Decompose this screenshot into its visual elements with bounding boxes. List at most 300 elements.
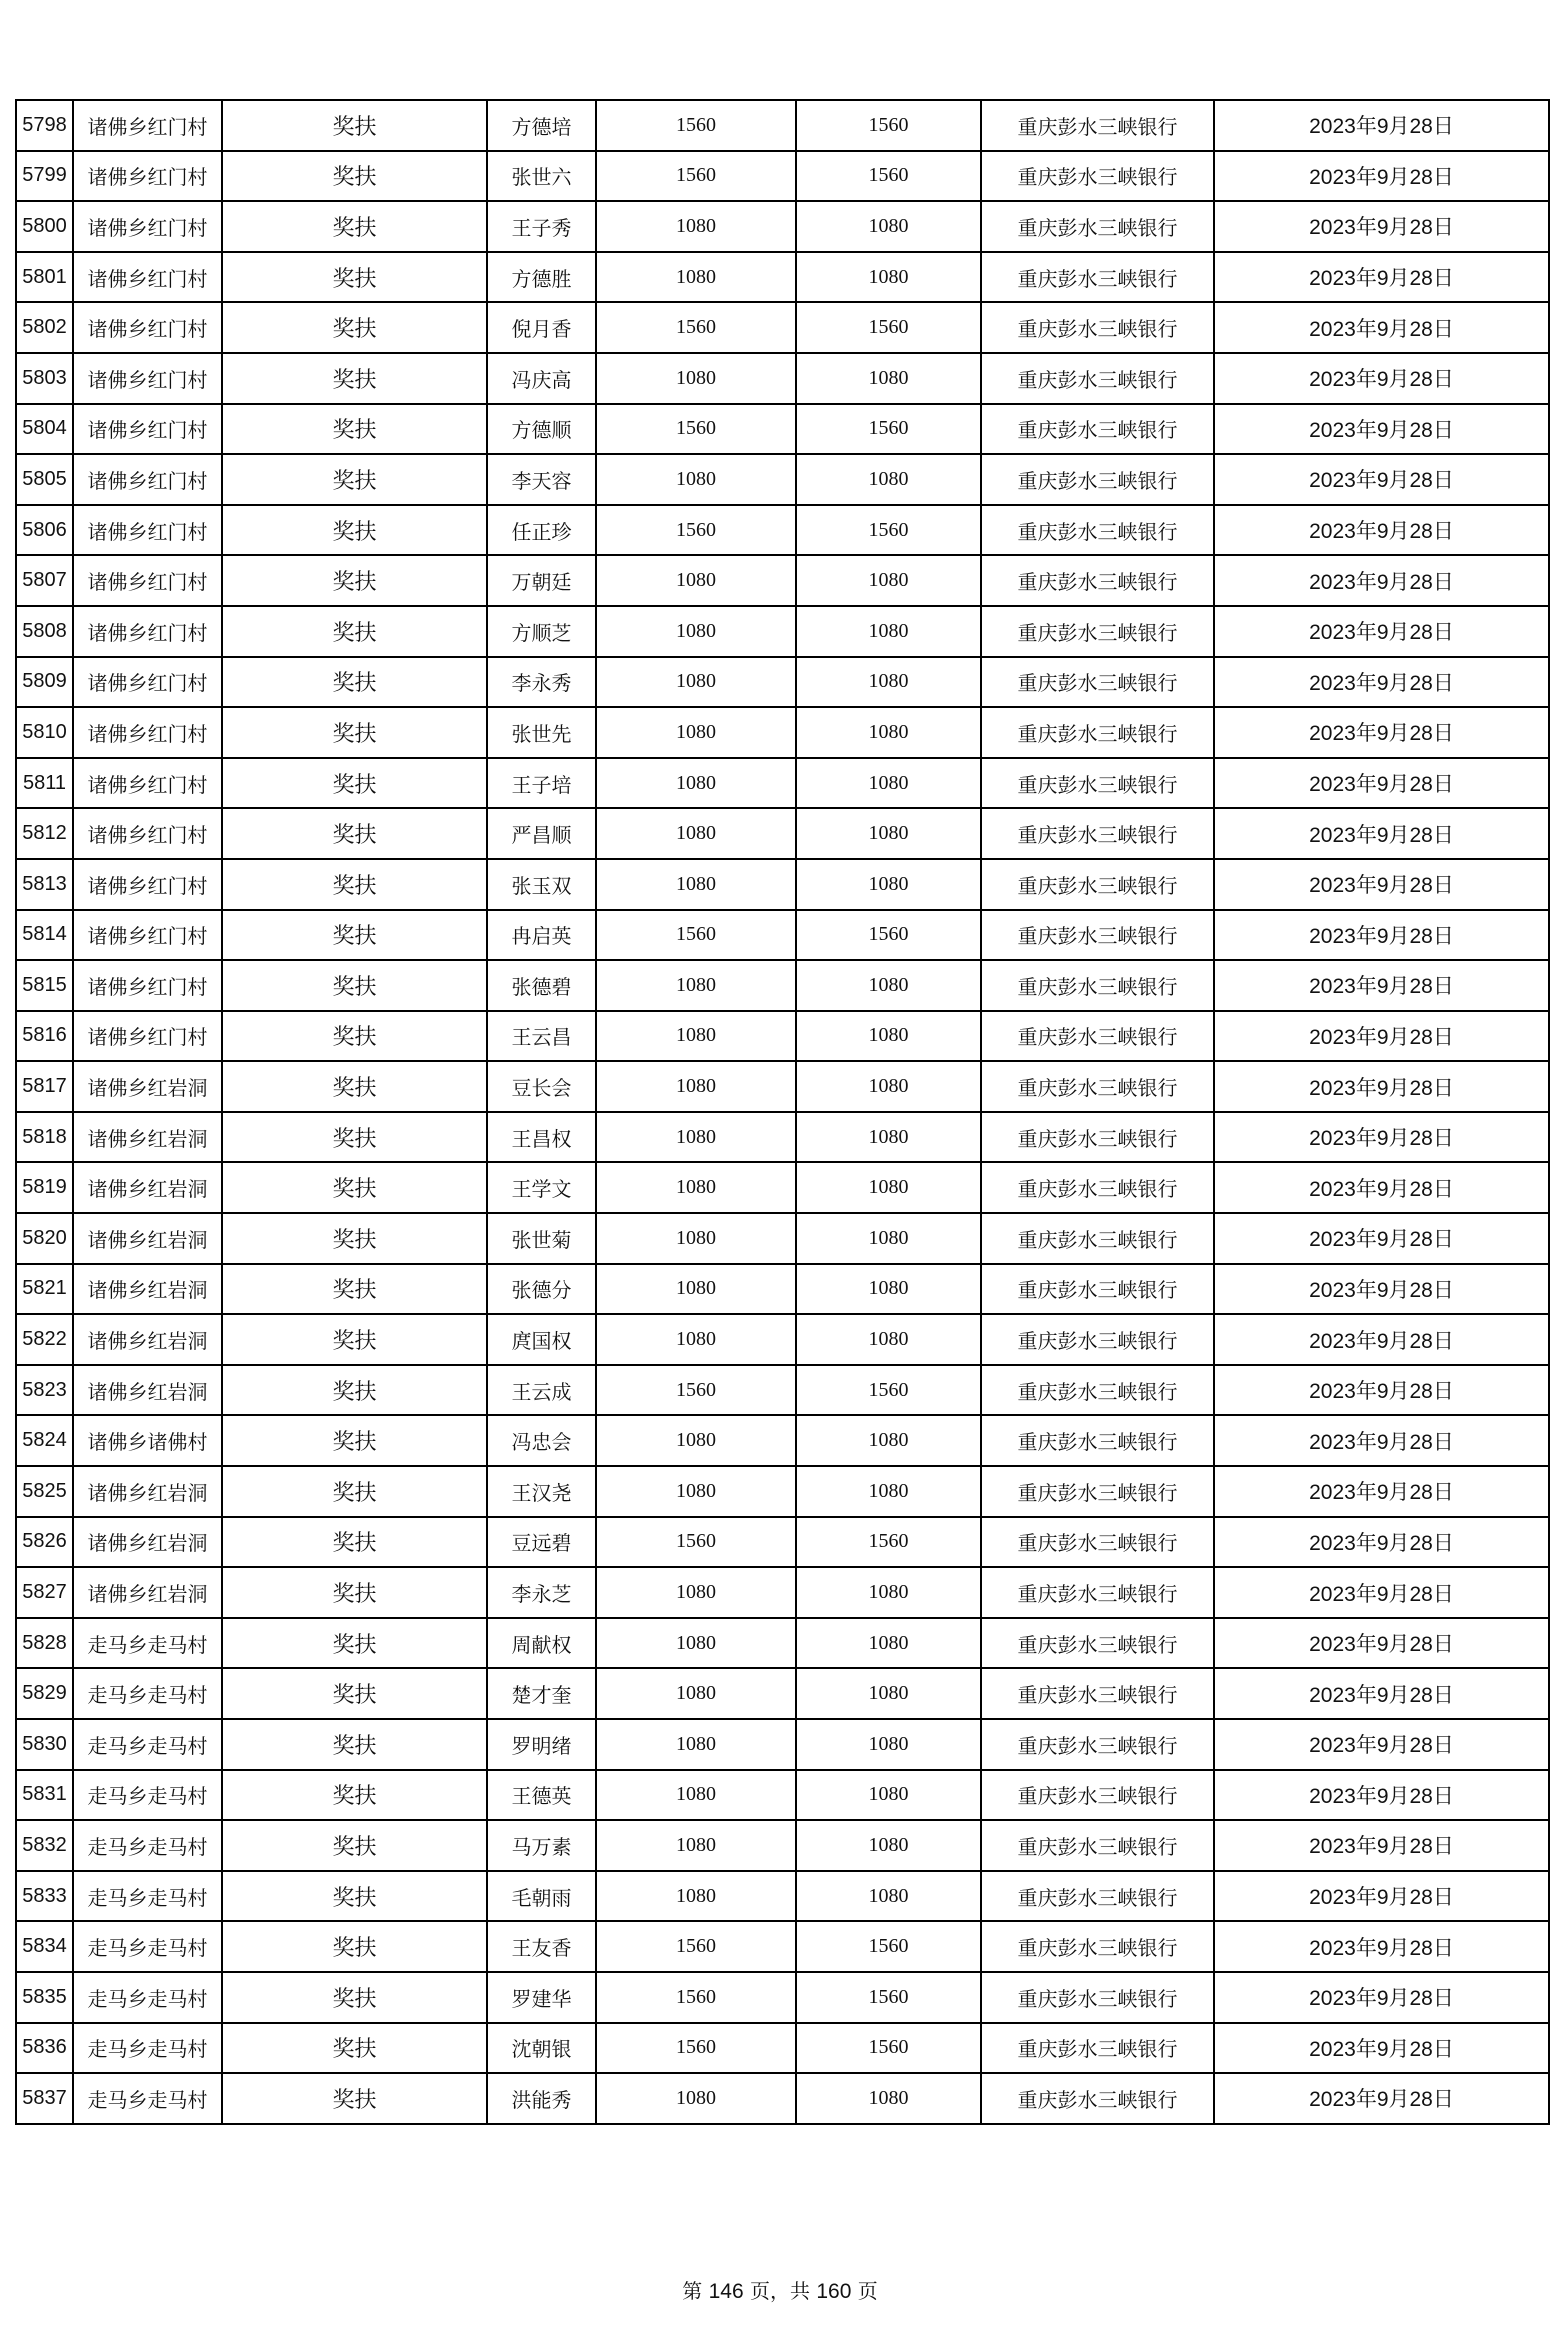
amount-paid-cell: 1560 bbox=[796, 151, 981, 202]
row-number: 5807 bbox=[16, 555, 73, 606]
row-number: 5806 bbox=[16, 505, 73, 556]
bank-cell: 重庆彭水三峡银行 bbox=[981, 1365, 1214, 1416]
amount-cell: 1080 bbox=[596, 1011, 796, 1062]
amount-paid-cell: 1080 bbox=[796, 201, 981, 252]
amount-paid-cell: 1080 bbox=[796, 758, 981, 809]
row-number: 5801 bbox=[16, 252, 73, 303]
area-cell: 诸佛乡红岩洞 bbox=[73, 1213, 222, 1264]
date-cell: 2023年9月28日 bbox=[1214, 1770, 1549, 1821]
name-cell: 张世菊 bbox=[487, 1213, 596, 1264]
table-row bbox=[16, 1112, 1549, 1163]
date-cell: 2023年9月28日 bbox=[1214, 1213, 1549, 1264]
row-number: 5820 bbox=[16, 1213, 73, 1264]
date-cell: 2023年9月28日 bbox=[1214, 1921, 1549, 1972]
table-row bbox=[16, 1972, 1549, 2023]
type-cell: 奖扶 bbox=[222, 1011, 487, 1062]
name-cell: 王云昌 bbox=[487, 1011, 596, 1062]
bank-cell: 重庆彭水三峡银行 bbox=[981, 1466, 1214, 1517]
amount-cell: 1080 bbox=[596, 1820, 796, 1871]
table-row bbox=[16, 100, 1549, 151]
amount-cell: 1080 bbox=[596, 1314, 796, 1365]
area-cell: 诸佛乡红门村 bbox=[73, 404, 222, 455]
amount-cell: 1080 bbox=[596, 1213, 796, 1264]
table-row bbox=[16, 1567, 1549, 1618]
amount-paid-cell: 1080 bbox=[796, 1314, 981, 1365]
area-cell: 走马乡走马村 bbox=[73, 2023, 222, 2074]
table-row bbox=[16, 353, 1549, 404]
type-cell: 奖扶 bbox=[222, 758, 487, 809]
bank-cell: 重庆彭水三峡银行 bbox=[981, 1719, 1214, 1770]
amount-cell: 1080 bbox=[596, 353, 796, 404]
area-cell: 走马乡走马村 bbox=[73, 1719, 222, 1770]
type-cell: 奖扶 bbox=[222, 151, 487, 202]
area-cell: 诸佛乡红岩洞 bbox=[73, 1365, 222, 1416]
bank-cell: 重庆彭水三峡银行 bbox=[981, 1314, 1214, 1365]
table-row bbox=[16, 2073, 1549, 2124]
table-row bbox=[16, 707, 1549, 758]
table-row bbox=[16, 1517, 1549, 1568]
name-cell: 冉启英 bbox=[487, 910, 596, 961]
area-cell: 诸佛乡红门村 bbox=[73, 960, 222, 1011]
date-cell: 2023年9月28日 bbox=[1214, 606, 1549, 657]
bank-cell: 重庆彭水三峡银行 bbox=[981, 555, 1214, 606]
name-cell: 马万素 bbox=[487, 1820, 596, 1871]
bank-cell: 重庆彭水三峡银行 bbox=[981, 100, 1214, 151]
page-footer bbox=[0, 2275, 1560, 2304]
type-cell: 奖扶 bbox=[222, 302, 487, 353]
type-cell: 奖扶 bbox=[222, 1365, 487, 1416]
table-row bbox=[16, 2023, 1549, 2074]
name-cell: 方顺芝 bbox=[487, 606, 596, 657]
area-cell: 走马乡走马村 bbox=[73, 1921, 222, 1972]
amount-cell: 1080 bbox=[596, 960, 796, 1011]
name-cell: 任正珍 bbox=[487, 505, 596, 556]
date-cell: 2023年9月28日 bbox=[1214, 960, 1549, 1011]
name-cell: 沈朝银 bbox=[487, 2023, 596, 2074]
amount-cell: 1080 bbox=[596, 252, 796, 303]
type-cell: 奖扶 bbox=[222, 910, 487, 961]
amount-cell: 1560 bbox=[596, 302, 796, 353]
table-row bbox=[16, 454, 1549, 505]
amount-paid-cell: 1080 bbox=[796, 606, 981, 657]
area-cell: 走马乡走马村 bbox=[73, 1972, 222, 2023]
type-cell: 奖扶 bbox=[222, 1972, 487, 2023]
row-number: 5825 bbox=[16, 1466, 73, 1517]
name-cell: 冯庆高 bbox=[487, 353, 596, 404]
date-cell: 2023年9月28日 bbox=[1214, 1415, 1549, 1466]
type-cell: 奖扶 bbox=[222, 1618, 487, 1669]
area-cell: 诸佛乡红岩洞 bbox=[73, 1466, 222, 1517]
amount-paid-cell: 1080 bbox=[796, 454, 981, 505]
name-cell: 方德胜 bbox=[487, 252, 596, 303]
name-cell: 万朝廷 bbox=[487, 555, 596, 606]
area-cell: 诸佛乡红岩洞 bbox=[73, 1061, 222, 1112]
table-row bbox=[16, 1618, 1549, 1669]
row-number: 5803 bbox=[16, 353, 73, 404]
table-row bbox=[16, 201, 1549, 252]
date-cell: 2023年9月28日 bbox=[1214, 555, 1549, 606]
amount-paid-cell: 1080 bbox=[796, 1668, 981, 1719]
amount-paid-cell: 1560 bbox=[796, 404, 981, 455]
bank-cell: 重庆彭水三峡银行 bbox=[981, 1011, 1214, 1062]
bank-cell: 重庆彭水三峡银行 bbox=[981, 758, 1214, 809]
amount-cell: 1560 bbox=[596, 151, 796, 202]
row-number: 5810 bbox=[16, 707, 73, 758]
type-cell: 奖扶 bbox=[222, 1314, 487, 1365]
amount-paid-cell: 1080 bbox=[796, 1466, 981, 1517]
payment-table bbox=[15, 99, 1550, 2125]
table-row bbox=[16, 555, 1549, 606]
table-row bbox=[16, 1719, 1549, 1770]
type-cell: 奖扶 bbox=[222, 555, 487, 606]
type-cell: 奖扶 bbox=[222, 1921, 487, 1972]
table-row bbox=[16, 1668, 1549, 1719]
bank-cell: 重庆彭水三峡银行 bbox=[981, 1415, 1214, 1466]
date-cell: 2023年9月28日 bbox=[1214, 1011, 1549, 1062]
date-cell: 2023年9月28日 bbox=[1214, 100, 1549, 151]
amount-cell: 1080 bbox=[596, 859, 796, 910]
bank-cell: 重庆彭水三峡银行 bbox=[981, 707, 1214, 758]
current-page-number: 146 bbox=[708, 2280, 744, 2303]
date-cell: 2023年9月28日 bbox=[1214, 758, 1549, 809]
row-number: 5818 bbox=[16, 1112, 73, 1163]
area-cell: 诸佛乡红岩洞 bbox=[73, 1112, 222, 1163]
table-row bbox=[16, 1820, 1549, 1871]
amount-cell: 1080 bbox=[596, 808, 796, 859]
date-cell: 2023年9月28日 bbox=[1214, 454, 1549, 505]
amount-paid-cell: 1080 bbox=[796, 1820, 981, 1871]
table-row bbox=[16, 657, 1549, 708]
area-cell: 走马乡走马村 bbox=[73, 1820, 222, 1871]
amount-cell: 1560 bbox=[596, 1365, 796, 1416]
amount-paid-cell: 1080 bbox=[796, 707, 981, 758]
amount-cell: 1080 bbox=[596, 1061, 796, 1112]
type-cell: 奖扶 bbox=[222, 404, 487, 455]
row-number: 5824 bbox=[16, 1415, 73, 1466]
table-row bbox=[16, 302, 1549, 353]
date-cell: 2023年9月28日 bbox=[1214, 657, 1549, 708]
amount-paid-cell: 1080 bbox=[796, 657, 981, 708]
amount-cell: 1080 bbox=[596, 1415, 796, 1466]
type-cell: 奖扶 bbox=[222, 454, 487, 505]
amount-paid-cell: 1560 bbox=[796, 2023, 981, 2074]
row-number: 5836 bbox=[16, 2023, 73, 2074]
area-cell: 诸佛乡红门村 bbox=[73, 302, 222, 353]
row-number: 5830 bbox=[16, 1719, 73, 1770]
type-cell: 奖扶 bbox=[222, 960, 487, 1011]
table-row bbox=[16, 1264, 1549, 1315]
amount-paid-cell: 1560 bbox=[796, 1921, 981, 1972]
type-cell: 奖扶 bbox=[222, 657, 487, 708]
table-row bbox=[16, 1061, 1549, 1112]
type-cell: 奖扶 bbox=[222, 1820, 487, 1871]
row-number: 5802 bbox=[16, 302, 73, 353]
area-cell: 诸佛乡红岩洞 bbox=[73, 1517, 222, 1568]
date-cell: 2023年9月28日 bbox=[1214, 1314, 1549, 1365]
bank-cell: 重庆彭水三峡银行 bbox=[981, 859, 1214, 910]
row-number: 5798 bbox=[16, 100, 73, 151]
name-cell: 李天容 bbox=[487, 454, 596, 505]
type-cell: 奖扶 bbox=[222, 1567, 487, 1618]
name-cell: 王云成 bbox=[487, 1365, 596, 1416]
name-cell: 豆长会 bbox=[487, 1061, 596, 1112]
amount-paid-cell: 1080 bbox=[796, 2073, 981, 2124]
date-cell: 2023年9月28日 bbox=[1214, 808, 1549, 859]
type-cell: 奖扶 bbox=[222, 1517, 487, 1568]
area-cell: 走马乡走马村 bbox=[73, 1618, 222, 1669]
table-row bbox=[16, 1213, 1549, 1264]
bank-cell: 重庆彭水三峡银行 bbox=[981, 1567, 1214, 1618]
row-number: 5826 bbox=[16, 1517, 73, 1568]
name-cell: 方德培 bbox=[487, 100, 596, 151]
row-number: 5812 bbox=[16, 808, 73, 859]
amount-cell: 1080 bbox=[596, 201, 796, 252]
amount-paid-cell: 1080 bbox=[796, 1871, 981, 1922]
name-cell: 庹国权 bbox=[487, 1314, 596, 1365]
name-cell: 王学文 bbox=[487, 1162, 596, 1213]
table-row bbox=[16, 252, 1549, 303]
table-row bbox=[16, 606, 1549, 657]
row-number: 5804 bbox=[16, 404, 73, 455]
area-cell: 诸佛乡红门村 bbox=[73, 657, 222, 708]
name-cell: 周献权 bbox=[487, 1618, 596, 1669]
amount-cell: 1560 bbox=[596, 404, 796, 455]
type-cell: 奖扶 bbox=[222, 1415, 487, 1466]
type-cell: 奖扶 bbox=[222, 1719, 487, 1770]
area-cell: 诸佛乡红门村 bbox=[73, 707, 222, 758]
amount-paid-cell: 1080 bbox=[796, 555, 981, 606]
type-cell: 奖扶 bbox=[222, 1770, 487, 1821]
amount-cell: 1080 bbox=[596, 657, 796, 708]
amount-cell: 1080 bbox=[596, 1719, 796, 1770]
amount-cell: 1080 bbox=[596, 1871, 796, 1922]
name-cell: 张德分 bbox=[487, 1264, 596, 1315]
type-cell: 奖扶 bbox=[222, 707, 487, 758]
table-body bbox=[16, 100, 1549, 2124]
area-cell: 走马乡走马村 bbox=[73, 1871, 222, 1922]
type-cell: 奖扶 bbox=[222, 1061, 487, 1112]
date-cell: 2023年9月28日 bbox=[1214, 1820, 1549, 1871]
row-number: 5827 bbox=[16, 1567, 73, 1618]
area-cell: 诸佛乡红门村 bbox=[73, 808, 222, 859]
row-number: 5809 bbox=[16, 657, 73, 708]
area-cell: 诸佛乡红门村 bbox=[73, 859, 222, 910]
row-number: 5816 bbox=[16, 1011, 73, 1062]
date-cell: 2023年9月28日 bbox=[1214, 1162, 1549, 1213]
date-cell: 2023年9月28日 bbox=[1214, 1365, 1549, 1416]
row-number: 5805 bbox=[16, 454, 73, 505]
amount-paid-cell: 1560 bbox=[796, 505, 981, 556]
amount-paid-cell: 1080 bbox=[796, 1213, 981, 1264]
bank-cell: 重庆彭水三峡银行 bbox=[981, 657, 1214, 708]
amount-paid-cell: 1080 bbox=[796, 1719, 981, 1770]
row-number: 5819 bbox=[16, 1162, 73, 1213]
date-cell: 2023年9月28日 bbox=[1214, 302, 1549, 353]
area-cell: 诸佛乡红门村 bbox=[73, 606, 222, 657]
name-cell: 王德英 bbox=[487, 1770, 596, 1821]
bank-cell: 重庆彭水三峡银行 bbox=[981, 505, 1214, 556]
type-cell: 奖扶 bbox=[222, 2023, 487, 2074]
amount-paid-cell: 1560 bbox=[796, 302, 981, 353]
area-cell: 诸佛乡红门村 bbox=[73, 454, 222, 505]
bank-cell: 重庆彭水三峡银行 bbox=[981, 252, 1214, 303]
row-number: 5823 bbox=[16, 1365, 73, 1416]
amount-cell: 1080 bbox=[596, 454, 796, 505]
name-cell: 王友香 bbox=[487, 1921, 596, 1972]
amount-paid-cell: 1080 bbox=[796, 1567, 981, 1618]
date-cell: 2023年9月28日 bbox=[1214, 201, 1549, 252]
date-cell: 2023年9月28日 bbox=[1214, 1112, 1549, 1163]
amount-cell: 1560 bbox=[596, 1517, 796, 1568]
bank-cell: 重庆彭水三峡银行 bbox=[981, 1668, 1214, 1719]
amount-cell: 1080 bbox=[596, 606, 796, 657]
bank-cell: 重庆彭水三峡银行 bbox=[981, 404, 1214, 455]
amount-paid-cell: 1080 bbox=[796, 1162, 981, 1213]
area-cell: 诸佛乡红门村 bbox=[73, 555, 222, 606]
row-number: 5822 bbox=[16, 1314, 73, 1365]
row-number: 5831 bbox=[16, 1770, 73, 1821]
bank-cell: 重庆彭水三峡银行 bbox=[981, 454, 1214, 505]
name-cell: 李永秀 bbox=[487, 657, 596, 708]
table-row bbox=[16, 758, 1549, 809]
bank-cell: 重庆彭水三峡银行 bbox=[981, 1213, 1214, 1264]
bank-cell: 重庆彭水三峡银行 bbox=[981, 606, 1214, 657]
table-row bbox=[16, 960, 1549, 1011]
date-cell: 2023年9月28日 bbox=[1214, 151, 1549, 202]
row-number: 5832 bbox=[16, 1820, 73, 1871]
name-cell: 冯忠会 bbox=[487, 1415, 596, 1466]
row-number: 5814 bbox=[16, 910, 73, 961]
amount-paid-cell: 1560 bbox=[796, 910, 981, 961]
table-row bbox=[16, 1011, 1549, 1062]
type-cell: 奖扶 bbox=[222, 505, 487, 556]
bank-cell: 重庆彭水三峡银行 bbox=[981, 1162, 1214, 1213]
amount-paid-cell: 1080 bbox=[796, 1264, 981, 1315]
amount-paid-cell: 1080 bbox=[796, 252, 981, 303]
date-cell: 2023年9月28日 bbox=[1214, 2023, 1549, 2074]
row-number: 5829 bbox=[16, 1668, 73, 1719]
amount-cell: 1080 bbox=[596, 1264, 796, 1315]
date-cell: 2023年9月28日 bbox=[1214, 353, 1549, 404]
area-cell: 诸佛乡红岩洞 bbox=[73, 1264, 222, 1315]
row-number: 5837 bbox=[16, 2073, 73, 2124]
amount-cell: 1080 bbox=[596, 555, 796, 606]
amount-paid-cell: 1080 bbox=[796, 1011, 981, 1062]
row-number: 5799 bbox=[16, 151, 73, 202]
area-cell: 诸佛乡红门村 bbox=[73, 151, 222, 202]
amount-paid-cell: 1080 bbox=[796, 1770, 981, 1821]
date-cell: 2023年9月28日 bbox=[1214, 2073, 1549, 2124]
name-cell: 王子秀 bbox=[487, 201, 596, 252]
type-cell: 奖扶 bbox=[222, 353, 487, 404]
amount-paid-cell: 1080 bbox=[796, 1415, 981, 1466]
row-number: 5813 bbox=[16, 859, 73, 910]
amount-cell: 1080 bbox=[596, 758, 796, 809]
type-cell: 奖扶 bbox=[222, 859, 487, 910]
type-cell: 奖扶 bbox=[222, 1112, 487, 1163]
date-cell: 2023年9月28日 bbox=[1214, 404, 1549, 455]
type-cell: 奖扶 bbox=[222, 808, 487, 859]
bank-cell: 重庆彭水三峡银行 bbox=[981, 201, 1214, 252]
bank-cell: 重庆彭水三峡银行 bbox=[981, 1820, 1214, 1871]
row-number: 5817 bbox=[16, 1061, 73, 1112]
name-cell: 罗明绪 bbox=[487, 1719, 596, 1770]
table-row bbox=[16, 1466, 1549, 1517]
amount-paid-cell: 1560 bbox=[796, 1365, 981, 1416]
date-cell: 2023年9月28日 bbox=[1214, 505, 1549, 556]
area-cell: 走马乡走马村 bbox=[73, 1668, 222, 1719]
name-cell: 楚才奎 bbox=[487, 1668, 596, 1719]
amount-paid-cell: 1080 bbox=[796, 353, 981, 404]
row-number: 5808 bbox=[16, 606, 73, 657]
name-cell: 王昌权 bbox=[487, 1112, 596, 1163]
name-cell: 豆远碧 bbox=[487, 1517, 596, 1568]
bank-cell: 重庆彭水三峡银行 bbox=[981, 2073, 1214, 2124]
footer-suffix: 页 bbox=[857, 2279, 878, 2303]
name-cell: 张德碧 bbox=[487, 960, 596, 1011]
date-cell: 2023年9月28日 bbox=[1214, 707, 1549, 758]
type-cell: 奖扶 bbox=[222, 1213, 487, 1264]
bank-cell: 重庆彭水三峡银行 bbox=[981, 1061, 1214, 1112]
row-number: 5800 bbox=[16, 201, 73, 252]
table-row bbox=[16, 808, 1549, 859]
name-cell: 王汉尧 bbox=[487, 1466, 596, 1517]
table-row bbox=[16, 151, 1549, 202]
type-cell: 奖扶 bbox=[222, 606, 487, 657]
amount-paid-cell: 1080 bbox=[796, 1618, 981, 1669]
date-cell: 2023年9月28日 bbox=[1214, 1061, 1549, 1112]
row-number: 5815 bbox=[16, 960, 73, 1011]
name-cell: 严昌顺 bbox=[487, 808, 596, 859]
type-cell: 奖扶 bbox=[222, 1668, 487, 1719]
area-cell: 诸佛乡红岩洞 bbox=[73, 1314, 222, 1365]
table-row bbox=[16, 1415, 1549, 1466]
amount-paid-cell: 1560 bbox=[796, 1972, 981, 2023]
amount-cell: 1560 bbox=[596, 910, 796, 961]
amount-paid-cell: 1080 bbox=[796, 1061, 981, 1112]
row-number: 5835 bbox=[16, 1972, 73, 2023]
name-cell: 毛朝雨 bbox=[487, 1871, 596, 1922]
total-page-number: 160 bbox=[816, 2280, 852, 2303]
footer-middle: 页，共 bbox=[750, 2279, 810, 2303]
table-row bbox=[16, 1770, 1549, 1821]
date-cell: 2023年9月28日 bbox=[1214, 1871, 1549, 1922]
table-row bbox=[16, 1365, 1549, 1416]
row-number: 5811 bbox=[16, 758, 73, 809]
row-number: 5833 bbox=[16, 1871, 73, 1922]
bank-cell: 重庆彭水三峡银行 bbox=[981, 1264, 1214, 1315]
amount-paid-cell: 1560 bbox=[796, 100, 981, 151]
bank-cell: 重庆彭水三峡银行 bbox=[981, 1112, 1214, 1163]
amount-cell: 1080 bbox=[596, 1770, 796, 1821]
type-cell: 奖扶 bbox=[222, 2073, 487, 2124]
type-cell: 奖扶 bbox=[222, 1264, 487, 1315]
table-row bbox=[16, 404, 1549, 455]
name-cell: 李永芝 bbox=[487, 1567, 596, 1618]
date-cell: 2023年9月28日 bbox=[1214, 252, 1549, 303]
bank-cell: 重庆彭水三峡银行 bbox=[981, 1517, 1214, 1568]
amount-paid-cell: 1560 bbox=[796, 1517, 981, 1568]
type-cell: 奖扶 bbox=[222, 1871, 487, 1922]
date-cell: 2023年9月28日 bbox=[1214, 859, 1549, 910]
name-cell: 罗建华 bbox=[487, 1972, 596, 2023]
amount-paid-cell: 1080 bbox=[796, 808, 981, 859]
type-cell: 奖扶 bbox=[222, 252, 487, 303]
date-cell: 2023年9月28日 bbox=[1214, 1668, 1549, 1719]
amount-cell: 1560 bbox=[596, 1921, 796, 1972]
date-cell: 2023年9月28日 bbox=[1214, 1972, 1549, 2023]
type-cell: 奖扶 bbox=[222, 1162, 487, 1213]
